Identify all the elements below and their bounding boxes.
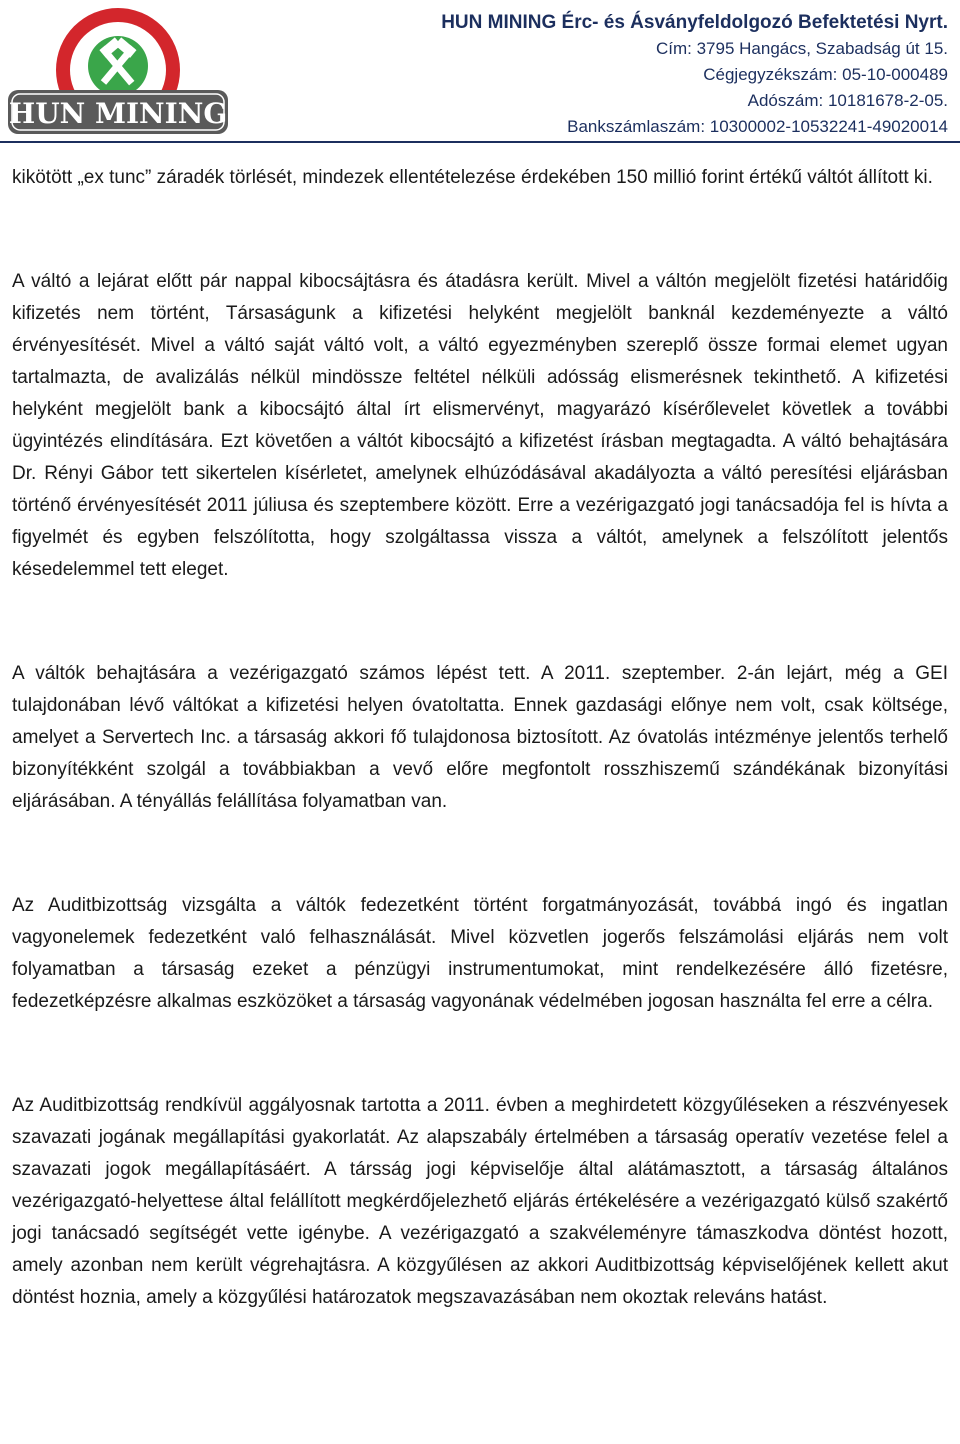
paragraph: kikötött „ex tunc” záradék törlését, mindezek ellentételezése érdekében 150 millió forint értékű váltót állított ki. bbox=[12, 167, 933, 188]
company-registration: Cégjegyzékszám: 05-10-000489 bbox=[703, 65, 948, 84]
letterhead bbox=[0, 0, 960, 142]
company-info bbox=[441, 10, 948, 140]
header-divider bbox=[0, 141, 960, 143]
company-name: HUN MINING Érc- és Ásványfeldolgozó Befektetési Nyrt. bbox=[441, 12, 948, 33]
company-address: Cím: 3795 Hangács, Szabadság út 15. bbox=[655, 39, 948, 58]
paragraph: A váltó a lejárat előtt pár nappal kibocsájtásra és átadásra került. Mivel a váltón megjelölt fizetési határidőig kifizetés nem történt, Társaságunk a kifizetési helyként megjelölt banknál kezdeményezte a váltó érvényesítését. Mivel a váltó saját váltó volt, a váltó egyezményben szereplő össze formai elemet ugyan tartalmazta, de avalizálás nélkül mindössze feltétel nélküli adósság elismerésnek tekinthető. A kifizetési helyként megjelölt bank a kibocsájtó által írt elismervényt, magyarázó kísérőlevelet követlek a további ügyintézés elindítására. Ezt követően a váltót kibocsájtó a kifizetést írásban megtagadta. A váltó behajtására Dr. Rényi Gábor tett sikertelen kísérletet, amelynek elhúzódásával akadályozta a váltó peresítési eljárásban történő érvényesítését 2011 júliusa és szeptembere között. Erre a vezérigazgató jogi tanácsadója fel is hívta a figyelmét és egyben felszólította, hogy szolgáltassa vissza a váltót, amelynek a felszólított jelentős késedelemmel tett eleget. bbox=[12, 271, 948, 580]
document-body bbox=[12, 162, 948, 1386]
paragraph: Az Auditbizottság rendkívül aggályosnak tartotta a 2011. évben a meghirdetett közgyűléseken a részvényesek szavazati jogának megállapítási gyakorlatát. Az alapszabály értelmében a társaság operatív vezetése felel a szavazati jogok megállapításáért. A társság jogi képviselője által alátámasztott, a társaság általános vezérigazgató-helyettese által felállított megkérdőjelezhető eljárás értékelésére a vezérigazgató külső szakértő jogi tanácsadó segítségét vette igénybe. A vezérigazgató a szakvéleményre támaszkodva döntést hozott, amely azonban nem került végrehajtásra. A közgyűlésen az akkori Auditbizottság képviselőjének kellett akut döntést hoznia, amely a közgyűlési határozatok megszavazásában nem okoztak releváns hatást. bbox=[12, 1095, 948, 1308]
logo-text: HUN MINING bbox=[8, 97, 228, 130]
paragraph: Az Auditbizottság vizsgálta a váltók fedezetként történt forgatmányozását, továbbá ingó és ingatlan vagyonelemek fedezetként való felhasználását. Mivel közvetlen jogerős felszámolási eljárás nem volt folyamatban a társaság ezeket a pénzügyi instrumentumokat, mint rendelkezésére álló fizetésre, fedezetképzésre alkalmas eszközöket a társaság vagyonának védelmében jogosan használta fel erre a célra. bbox=[12, 895, 948, 1012]
company-tax-id: Adószám: 10181678-2-05. bbox=[747, 91, 948, 110]
hun-mining-logo bbox=[6, 2, 230, 138]
paragraph: A váltók behajtására a vezérigazgató számos lépést tett. A 2011. szeptember. 2-án lejárt, még a GEI tulajdonában lévő váltókat a kifizetési helyen óvatoltatta. Ennek gazdasági előnye nem volt, csak költsége, amelyet a Servertech Inc. a társaság akkori fő tulajdonosa biztosított. Az óvatolás intézménye jelentős terhelő bizonyítékként szolgál a továbbiakban a vevő előre megfontolt rosszhiszemű szándékának bizonyítási eljárásában. A tényállás felállítása folyamatban van. bbox=[12, 663, 948, 812]
company-bank-account: Bankszámlaszám: 10300002-10532241-49020014 bbox=[567, 117, 948, 136]
